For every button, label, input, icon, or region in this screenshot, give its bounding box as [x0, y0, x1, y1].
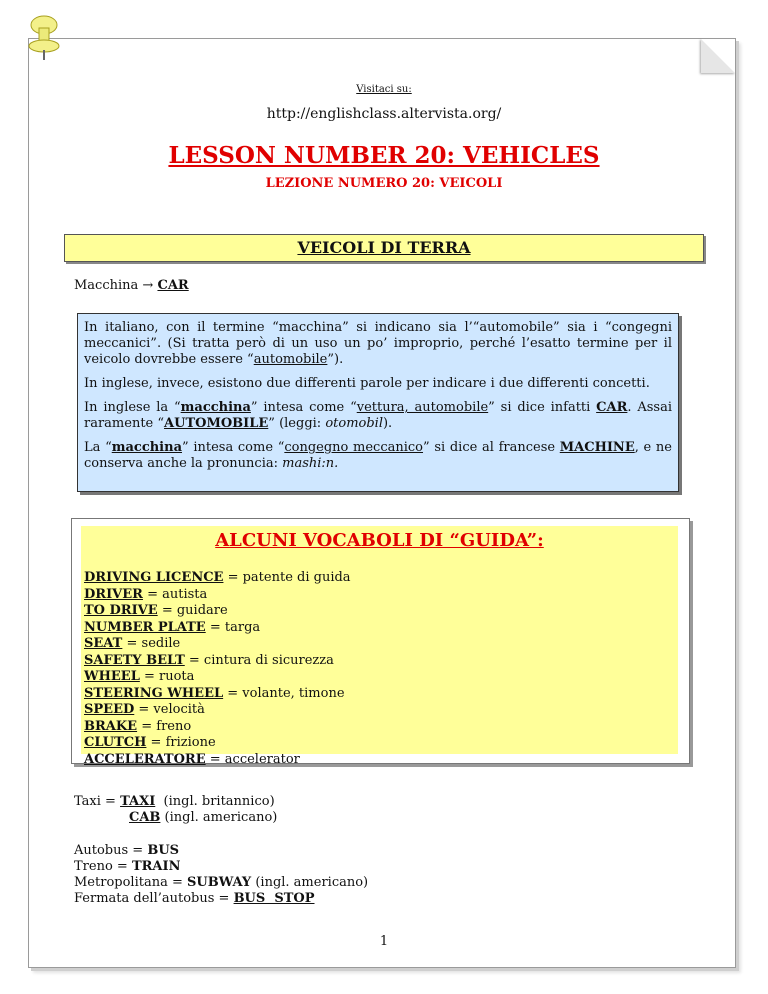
text: macchina [111, 440, 182, 455]
vocab-item [84, 752, 351, 769]
train-it: Treno = [74, 859, 132, 874]
note-paragraph-1 [84, 320, 672, 368]
text: mashi:n. [282, 456, 339, 471]
cab-line [129, 810, 277, 827]
vocab-item [84, 587, 351, 604]
text: ” (leggi: [268, 416, 326, 431]
vocab-def: = volante, timone [223, 685, 345, 701]
vocab-item [84, 653, 351, 670]
vocab-term: BRAKE [84, 718, 138, 734]
vocab-list [84, 570, 351, 768]
vocab-item [84, 735, 351, 752]
taxi-note: (ingl. britannico) [155, 794, 275, 809]
note-paragraph-3 [84, 400, 672, 432]
train-en: TRAIN [131, 859, 181, 874]
vocab-item [84, 686, 351, 703]
text: , e ne conserva anche la pronuncia: [84, 440, 672, 471]
vocab-def: = accelerator [205, 751, 300, 767]
subway-line [74, 875, 368, 892]
vocab-term: SAFETY BELT [84, 652, 185, 668]
vocab-item [84, 636, 351, 653]
page-number: 1 [379, 934, 389, 949]
taxi-en: TAXI [120, 794, 156, 809]
vocab-term: TO DRIVE [84, 603, 158, 618]
page-title: LESSON NUMBER 20: VEHICLES [168, 142, 600, 169]
vocab-def: = velocità [134, 702, 205, 717]
vocab-def: = guidare [157, 603, 228, 618]
vocab-item [84, 669, 351, 686]
text: . Assai raramente “ [84, 400, 672, 431]
text: ” intesa come “ [250, 400, 357, 415]
vocab-def: = freno [137, 718, 192, 734]
vocab-item [84, 570, 351, 587]
bus-it: Autobus = [74, 843, 148, 858]
text: ”). [327, 352, 344, 367]
vocab-panel [81, 526, 678, 767]
vocab-box [71, 518, 690, 767]
text: MACHINE [559, 440, 635, 455]
cab-en: CAB [129, 810, 161, 825]
macchina-it: Macchina [74, 278, 139, 293]
text: CAR [596, 400, 628, 415]
visit-label: Visitaci su: [356, 84, 412, 95]
text: otomobil [325, 416, 383, 431]
section-heading [64, 234, 704, 262]
text: In inglese la “ [84, 400, 181, 415]
subway-note: (ingl. americano) [251, 875, 369, 890]
vocab-title: ALCUNI VOCABOLI DI “GUIDA”: [215, 530, 544, 551]
page-curl [701, 39, 735, 73]
text: macchina [180, 400, 251, 415]
vocab-def: = patente di guida [223, 570, 351, 585]
text: La “ [84, 440, 112, 455]
bus-stop-en: BUS STOP [233, 891, 315, 906]
vocab-term: SEAT [84, 636, 123, 651]
taxi-line [74, 794, 275, 811]
vocab-item [84, 603, 351, 620]
vocab-term: CLUTCH [84, 735, 147, 750]
note-paragraph-4 [84, 440, 672, 472]
cab-note: (ingl. americano) [160, 810, 278, 825]
vocab-def: = targa [205, 619, 261, 635]
train-line [74, 859, 180, 876]
text: AUTOMOBILE [164, 416, 269, 431]
vocab-term: DRIVING LICENCE [84, 570, 224, 585]
bus-en: BUS [147, 843, 180, 858]
text: ” intesa come “ [182, 440, 285, 455]
vocab-term: SPEED [84, 702, 135, 717]
macchina-en: CAR [157, 278, 189, 293]
text: In italiano, con il termine “macchina” si indicano sia l’“automobile” sia i “congegni meccanici”. (Si tratta però di un uso un po’ improprio, perché l’esatto termine per il veicolo dovrebbe essere “ [84, 320, 672, 367]
pushpin-icon [24, 14, 68, 64]
text: ” si dice al francese [423, 440, 560, 455]
subway-en: SUBWAY [187, 875, 252, 890]
vocab-def: = ruota [139, 669, 195, 684]
text: ” si dice infatti [488, 400, 597, 415]
vocab-item [84, 719, 351, 736]
text: ). [382, 416, 393, 431]
vocab-term: DRIVER [84, 586, 143, 602]
note-paragraph-2: In inglese, invece, esistono due differenti parole per indicare i due differenti concetti. [84, 376, 650, 391]
vocab-term: STEERING WHEEL [84, 685, 224, 701]
vocab-def: = sedile [122, 636, 181, 651]
text: automobile [253, 352, 328, 367]
vocab-def: = frizione [146, 735, 216, 750]
vocab-item [84, 702, 351, 719]
bus-stop-it: Fermata dell’autobus = [74, 891, 234, 906]
macchina-line [74, 278, 189, 293]
vocab-def: = autista [142, 586, 208, 602]
site-url[interactable]: http://englishclass.altervista.org/ [266, 106, 502, 122]
text: vettura, automobile [356, 400, 489, 415]
section-heading-text: VEICOLI DI TERRA [297, 238, 471, 257]
vocab-term: WHEEL [84, 669, 140, 684]
vocab-term: NUMBER PLATE [84, 619, 206, 635]
page-subtitle: LEZIONE NUMERO 20: VEICOLI [265, 176, 503, 191]
bus-line [74, 843, 179, 860]
vocab-def: = cintura di sicurezza [184, 652, 334, 668]
vocab-term: ACCELERATORE [84, 751, 206, 767]
arrow-icon: → [142, 278, 154, 293]
note-box [77, 313, 679, 492]
taxi-it: Taxi = [74, 794, 121, 809]
subway-it: Metropolitana = [74, 875, 187, 890]
text: congegno meccanico [284, 440, 424, 455]
bus-stop-line [74, 891, 315, 908]
vocab-item [84, 620, 351, 637]
